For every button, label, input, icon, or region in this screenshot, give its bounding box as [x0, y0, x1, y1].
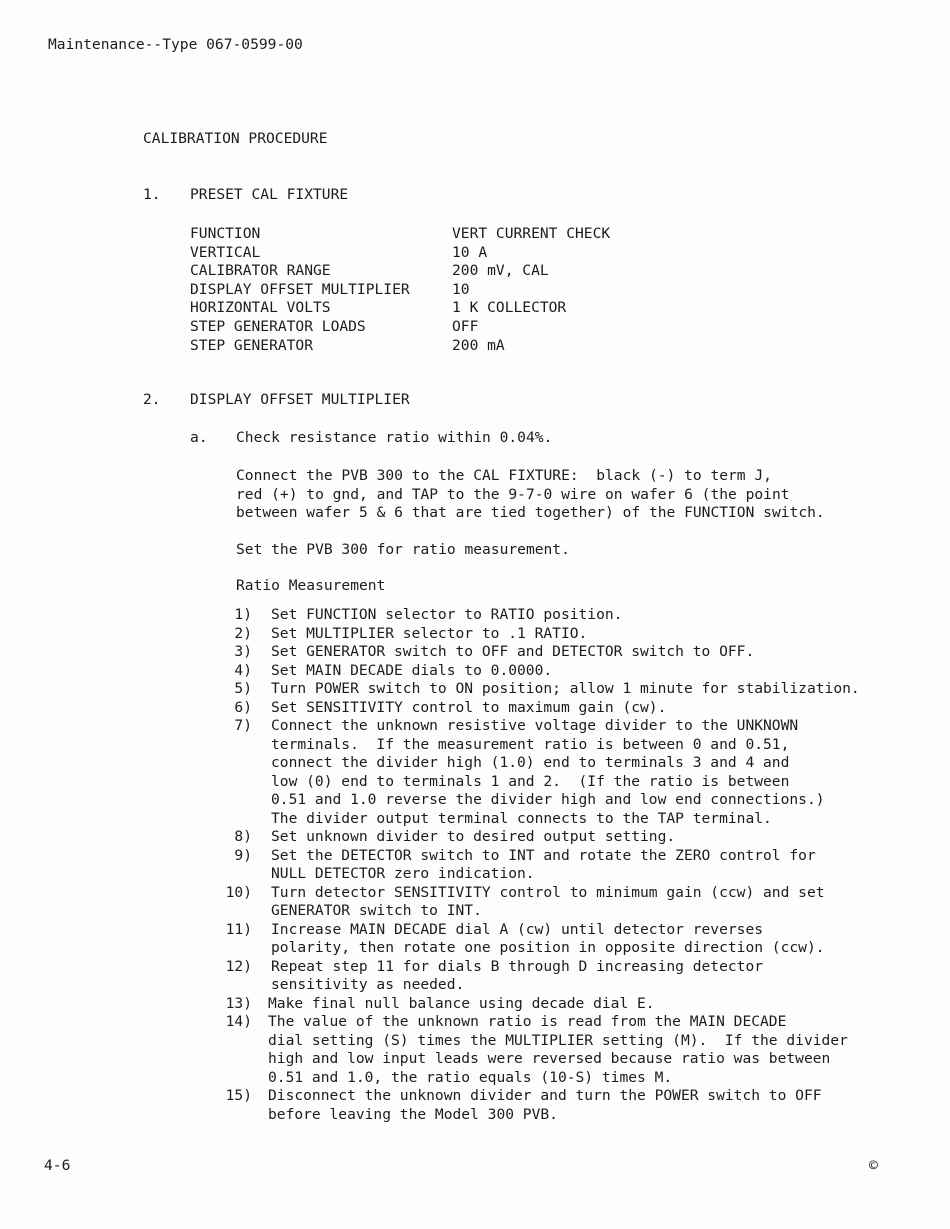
page-number: 4-6	[44, 1157, 71, 1174]
section-2-number: 2.	[143, 391, 161, 408]
section-1-heading: PRESET CAL FIXTURE	[190, 186, 349, 203]
setting-value: 1 K COLLECTOR	[452, 299, 567, 317]
section-2-heading: DISPLAY OFFSET MULTIPLIER	[190, 391, 410, 408]
setting-name: STEP GENERATOR	[190, 336, 314, 354]
setting-name: DISPLAY OFFSET MULTIPLIER	[190, 280, 410, 298]
step-text-line: GENERATOR switch to INT.	[271, 902, 482, 919]
step-text-line: dial setting (S) times the MULTIPLIER setting (M). If the divider	[268, 1031, 848, 1049]
setting-value: OFF	[452, 318, 479, 335]
settings-row	[190, 225, 750, 244]
step-text-line: polarity, then rotate one position in opposite direction (ccw).	[271, 939, 825, 956]
setting-value: VERT CURRENT CHECK	[452, 225, 611, 242]
setting-name: VERTICAL	[190, 243, 261, 261]
step-text-line: The divider output terminal connects to the TAP terminal.	[271, 809, 772, 827]
step-number: 12)	[225, 957, 252, 975]
step-text-line: The value of the unknown ratio is read from the MAIN DECADE	[268, 1013, 787, 1030]
setting-name: STEP GENERATOR LOADS	[190, 318, 366, 335]
step-text-line: Set SENSITIVITY control to maximum gain (cw).	[271, 698, 667, 716]
setting-name: CALIBRATOR RANGE	[190, 262, 331, 280]
settings-row	[190, 281, 750, 300]
step-number: 10)	[225, 883, 252, 901]
step-text-line: Make final null balance using decade dial E.	[268, 994, 655, 1012]
step-text-line: Turn POWER switch to ON position; allow 1 minute for stabilization.	[271, 680, 860, 697]
step-number: 2)	[234, 624, 252, 642]
setting-value: 200 mV, CAL	[452, 262, 549, 280]
step-text-line: 0.51 and 1.0 reverse the divider high and low end connections.)	[271, 791, 825, 808]
page-title: CALIBRATION PROCEDURE	[143, 130, 328, 147]
step-text-line: before leaving the Model 300 PVB.	[268, 1105, 558, 1123]
setting-name: HORIZONTAL VOLTS	[190, 299, 331, 317]
step-text-line: Repeat step 11 for dials B through D increasing detector	[271, 957, 764, 975]
step-text-line: Turn detector SENSITIVITY control to minimum gain (ccw) and set	[271, 883, 825, 901]
section-1-number: 1.	[143, 186, 161, 203]
setting-value: 200 mA	[452, 336, 505, 354]
step-number: 4)	[234, 661, 252, 679]
settings-row	[190, 337, 750, 356]
step-number: 11)	[225, 920, 252, 938]
step-number: 14)	[225, 1013, 252, 1030]
settings-row	[190, 318, 750, 337]
step-number: 13)	[225, 994, 252, 1012]
step-number: 5)	[234, 680, 252, 697]
step-text-line: connect the divider high (1.0) end to terminals 3 and 4 and	[271, 754, 790, 771]
connect-paragraph-line: Connect the PVB 300 to the CAL FIXTURE: black (-) to term J,	[236, 467, 772, 484]
step-text-line: Set FUNCTION selector to RATIO position.	[271, 606, 623, 623]
connect-paragraph-line: between wafer 5 & 6 that are tied together) of the FUNCTION switch.	[236, 504, 825, 521]
step-text-line: low (0) end to terminals 1 and 2. (If the ratio is between	[271, 772, 790, 790]
ratio-measurement-heading: Ratio Measurement	[236, 577, 386, 594]
settings-row	[190, 299, 750, 318]
setting-name: FUNCTION	[190, 225, 261, 242]
sub-item-label: a.	[190, 429, 208, 446]
step-text-line: Set unknown divider to desired output setting.	[271, 828, 676, 845]
step-text-line: Disconnect the unknown divider and turn the POWER switch to OFF	[268, 1087, 822, 1104]
setting-value: 10 A	[452, 243, 488, 261]
setting-value: 10	[452, 280, 470, 298]
step-text-line: Set GENERATOR switch to OFF and DETECTOR switch to OFF.	[271, 643, 755, 660]
step-text-line: Connect the unknown resistive voltage divider to the UNKNOWN	[271, 717, 799, 734]
settings-row	[190, 262, 750, 281]
step-text-line: Increase MAIN DECADE dial A (cw) until detector reverses	[271, 920, 764, 938]
step-text-line: 0.51 and 1.0, the ratio equals (10-S) times M.	[268, 1068, 673, 1086]
step-number: 9)	[234, 846, 252, 864]
step-text-line: high and low input leads were reversed because ratio was between	[268, 1050, 831, 1067]
step-number: 6)	[234, 698, 252, 716]
step-text-line: Set the DETECTOR switch to INT and rotate the ZERO control for	[271, 846, 816, 864]
step-text-line: NULL DETECTOR zero indication.	[271, 865, 535, 882]
step-text-line: terminals. If the measurement ratio is between 0 and 0.51,	[271, 735, 790, 753]
page-header: Maintenance--Type 067-0599-00	[48, 36, 303, 53]
settings-row	[190, 244, 750, 263]
step-number: 15)	[225, 1087, 252, 1104]
step-number: 3)	[234, 643, 252, 660]
step-number: 7)	[234, 717, 252, 734]
step-text-line: sensitivity as needed.	[271, 976, 465, 993]
copyright-mark: ©	[869, 1157, 878, 1174]
set-ratio-text: Set the PVB 300 for ratio measurement.	[236, 541, 570, 558]
step-text-line: Set MULTIPLIER selector to .1 RATIO.	[271, 624, 588, 642]
step-number: 1)	[234, 606, 252, 623]
step-number: 8)	[234, 828, 252, 845]
connect-paragraph-line: red (+) to gnd, and TAP to the 9-7-0 wire on wafer 6 (the point	[236, 485, 790, 503]
step-text-line: Set MAIN DECADE dials to 0.0000.	[271, 661, 553, 679]
sub-item-text: Check resistance ratio within 0.04%.	[236, 429, 553, 446]
